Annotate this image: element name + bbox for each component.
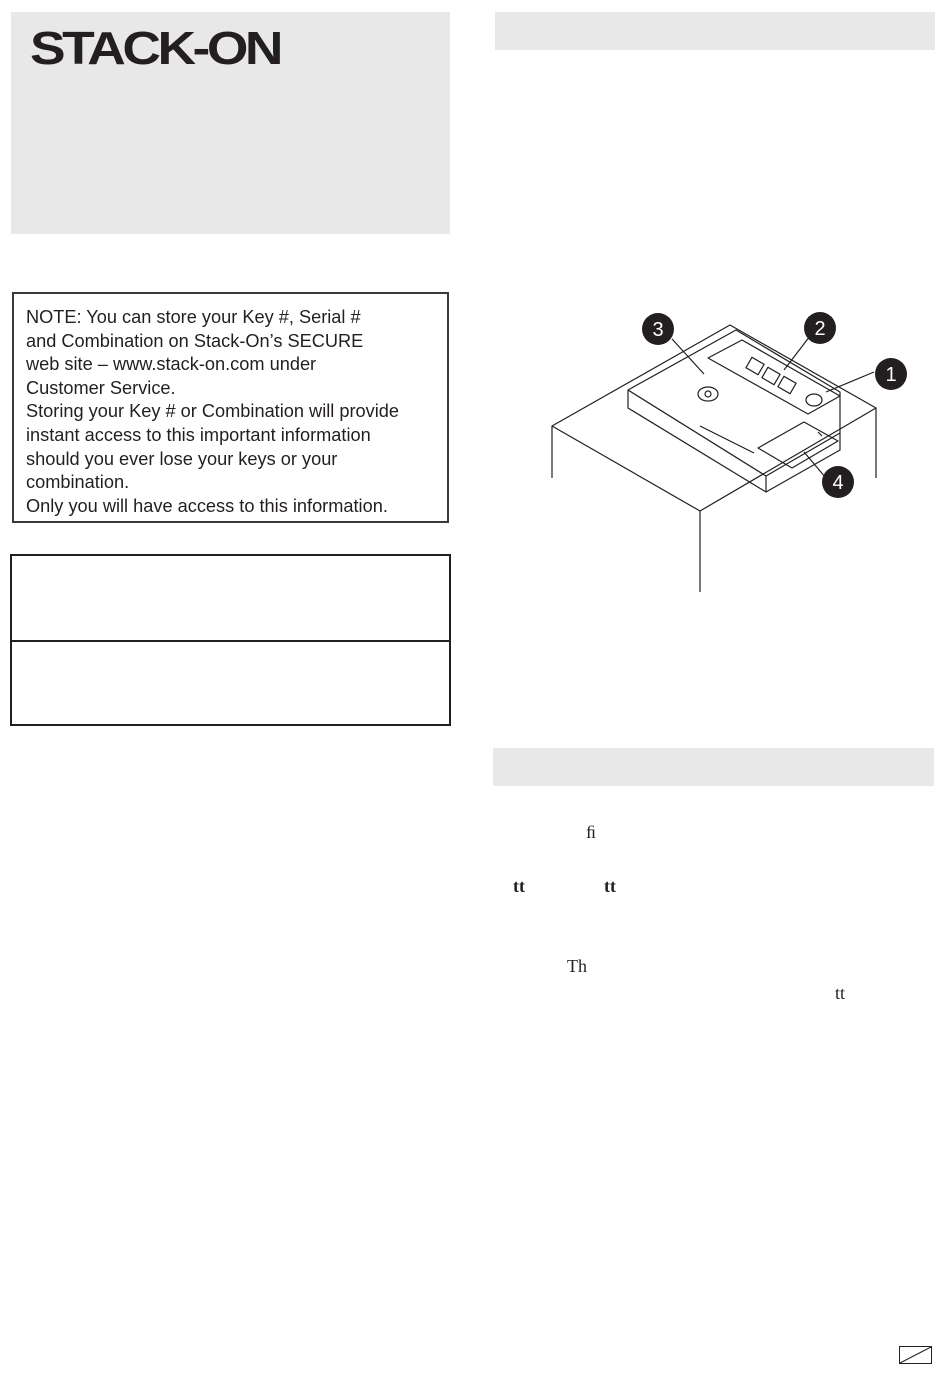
callout-2 (804, 312, 836, 344)
record-table (10, 554, 451, 726)
callout-3 (642, 313, 674, 345)
key-lock-core (705, 391, 711, 397)
keypad-button (746, 357, 764, 374)
text-fragment: tt (604, 876, 616, 896)
table-divider (12, 640, 449, 642)
stack-on-logo (30, 28, 282, 68)
callout-4 (822, 466, 854, 498)
text-fragment: tt (835, 983, 846, 1003)
callout-1 (875, 358, 907, 390)
open-button (806, 394, 822, 406)
text-fragment: Th (567, 956, 587, 976)
shelf-front-edge (552, 408, 876, 511)
latch-mark (818, 432, 822, 436)
note-line: Customer Service. (26, 377, 176, 398)
safe-top-front-edge (628, 390, 840, 476)
svg-text:1: 1 (885, 364, 897, 386)
keypad-panel (708, 340, 840, 414)
note-box (12, 292, 449, 523)
note-line: and Combination on Stack-On’s SECURE (26, 330, 364, 351)
key-lock (698, 387, 718, 401)
svg-text:2: 2 (814, 318, 826, 340)
logo-wordmark: STACK-ON (30, 28, 281, 68)
text-fragment: ﬁ (586, 822, 597, 842)
safe-top-edge (628, 330, 840, 430)
safe-diagram (540, 308, 920, 608)
note-line: should you ever lose your keys or your (26, 448, 338, 469)
svg-text:4: 4 (832, 472, 844, 494)
text-fragment: tt (513, 876, 525, 896)
note-line: Storing your Key # or Combination will provide (26, 401, 400, 422)
page-corner-mark (899, 1346, 932, 1364)
leader-line (672, 339, 704, 374)
leader-line (804, 452, 826, 478)
note-line: NOTE: You can store your Key #, Serial # (26, 307, 361, 327)
note-line: combination. (26, 472, 130, 493)
keypad-button (762, 367, 780, 384)
note-line: Only you will have access to this information. (26, 495, 388, 516)
section-header-bar (495, 12, 935, 50)
leader-line (784, 336, 810, 370)
note-line: instant access to this important information (26, 424, 371, 445)
section-header-bar (493, 748, 934, 786)
shelf-outline (552, 325, 876, 478)
logo-panel (11, 12, 450, 234)
note-line: web site – www.stack-on.com under (26, 354, 317, 375)
battery-door (758, 422, 838, 468)
safe-body (628, 390, 840, 492)
leader-line (826, 372, 874, 392)
svg-text:3: 3 (652, 319, 664, 341)
keypad-button (778, 376, 796, 393)
